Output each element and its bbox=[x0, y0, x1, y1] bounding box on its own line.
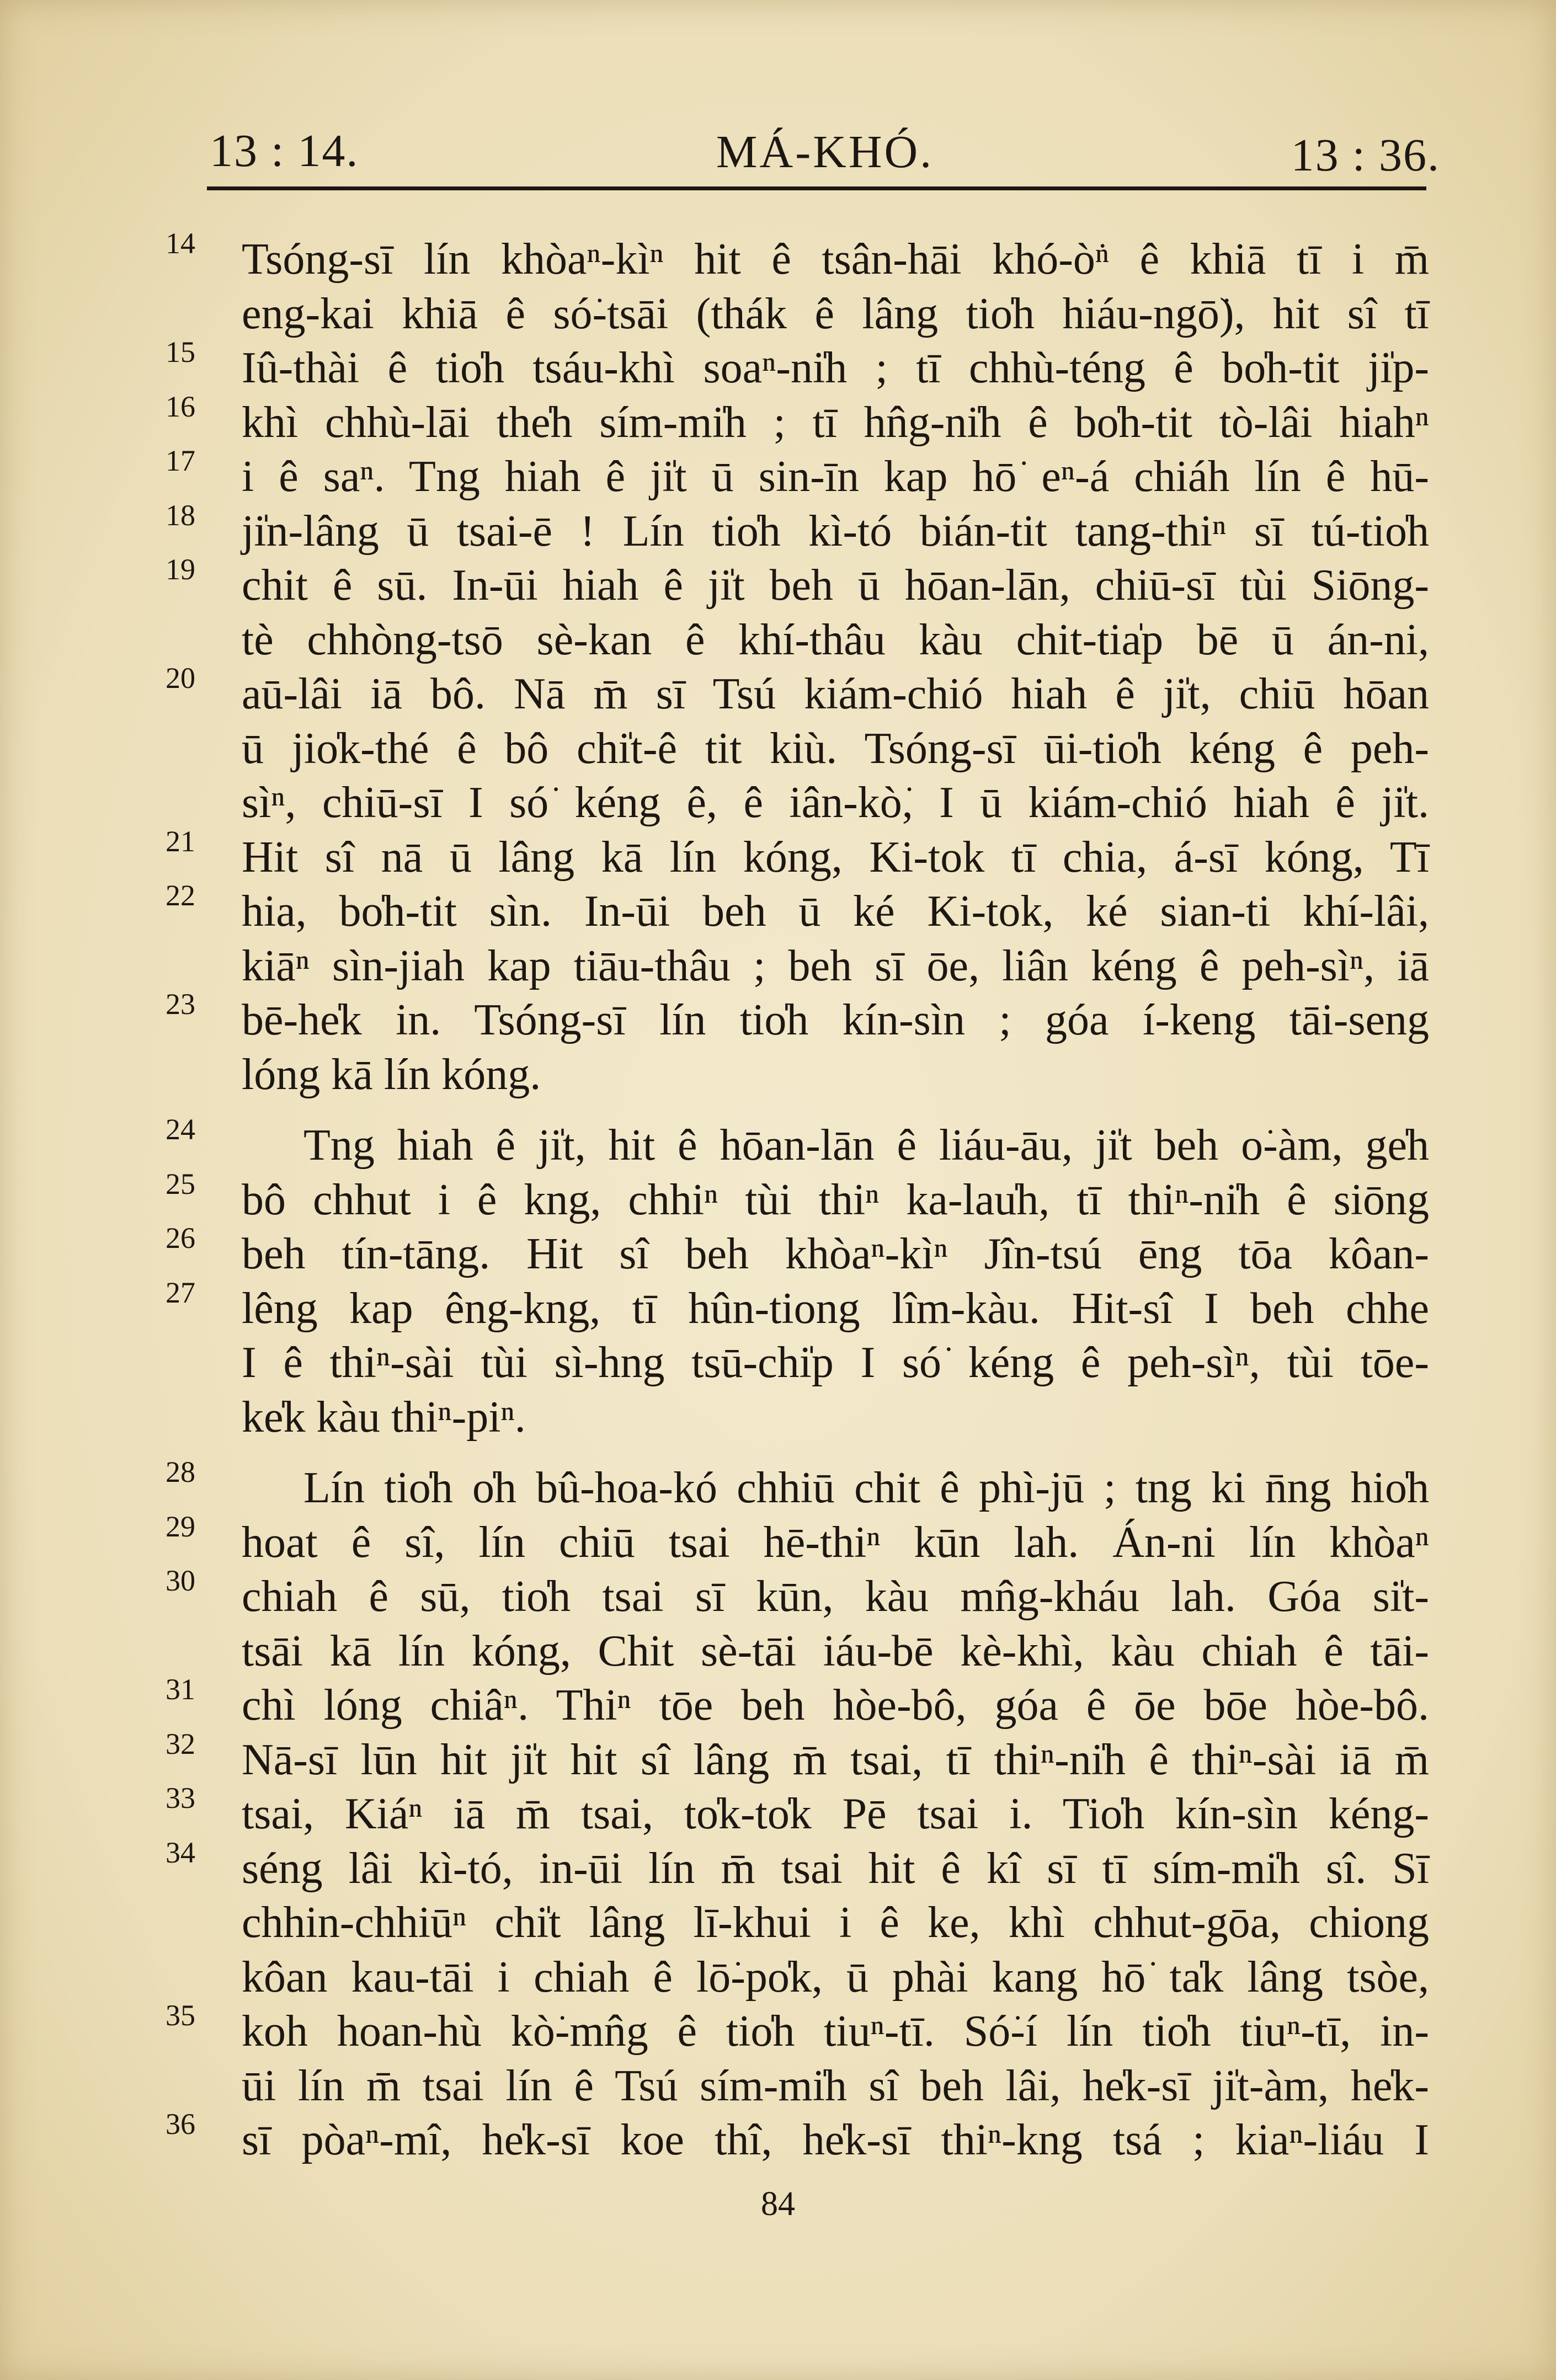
line-text: ke̍k kàu thiⁿ-piⁿ. bbox=[242, 1393, 526, 1442]
line-text: kiāⁿ sìn-jiah kap tiāu-thâu ; beh sī ōe, liân kéng ê peh-sìⁿ, iā bbox=[242, 942, 1429, 990]
line-text: ji̍n-lâng ū tsai-ē ! Lín tio̍h kì-tó bián-tit tang-thiⁿ sī tú-tio̍h bbox=[242, 507, 1429, 556]
line-text: hia, bo̍h-tit sìn. In-ūi beh ū ké Ki-tok, ké sian-ti khí-lâi, bbox=[242, 887, 1429, 936]
line-text: kôan kau-tāi i chiah ê lō͘-po̍k, ū phài kang hō͘ ta̍k lâng tsòe, bbox=[242, 1953, 1429, 2002]
verse-number: 22 bbox=[166, 879, 195, 912]
page-number: 84 bbox=[761, 2185, 795, 2223]
line-text: hoat ê sî, lín chiū tsai hē-thiⁿ kūn lah. Án-ni lín khòaⁿ bbox=[242, 1518, 1429, 1567]
line-text: bô chhut i ê kng, chhiⁿ tùi thiⁿ ka-lau̍h, tī thiⁿ-ni̍h ê siōng bbox=[242, 1176, 1429, 1224]
line-text: I ê thiⁿ-sài tùi sì-hng tsū-chi̍p I só͘ kéng ê peh-sìⁿ, tùi tōe- bbox=[242, 1338, 1429, 1387]
running-header bbox=[210, 119, 1440, 196]
header-left-reference: 13 : 14. bbox=[210, 125, 359, 177]
header-right-reference: 13 : 36. bbox=[1291, 130, 1440, 181]
line-text: lêng kap êng-kng, tī hûn-tiong lîm-kàu. Hit-sî I beh chhe bbox=[242, 1284, 1429, 1333]
verse-number: 32 bbox=[166, 1727, 195, 1760]
text-line bbox=[166, 1390, 1429, 1456]
text-line bbox=[166, 1047, 1429, 1113]
verse-number: 25 bbox=[166, 1167, 195, 1200]
line-text: chì lóng chiâⁿ. Thiⁿ tōe beh hòe-bô, góa ê ōe bōe hòe-bô. bbox=[242, 1681, 1429, 1730]
line-text: Lín tio̍h o̍h bû-hoa-kó chhiū chit ê phì-jū ; tng ki n̄ng hio̍h bbox=[303, 1464, 1429, 1512]
verse-number: 26 bbox=[166, 1221, 195, 1255]
line-text: ūi lín m̄ tsai lín ê Tsú sím-mi̍h sî beh lâi, he̍k-sī ji̍t-àm, he̍k- bbox=[242, 2062, 1429, 2110]
line-text: koh hoan-hù kò͘-mn̂g ê tio̍h tiuⁿ-tī. Só͘-í lín tio̍h tiuⁿ-tī, in- bbox=[242, 2007, 1429, 2056]
line-text: tsai, Kiáⁿ iā m̄ tsai, to̍k-to̍k Pē tsai i. Tio̍h kín-sìn kéng- bbox=[242, 1790, 1429, 1838]
verse-number: 33 bbox=[166, 1781, 195, 1815]
verse-number: 17 bbox=[166, 444, 195, 477]
verse-number: 34 bbox=[166, 1836, 195, 1869]
line-text: Tng hiah ê ji̍t, hit ê hōan-lān ê liáu-āu, ji̍t beh o͘-àm, ge̍h bbox=[303, 1121, 1429, 1170]
line-text: séng lâi kì-tó, in-ūi lín m̄ tsai hit ê kî sī tī sím-mi̍h sî. Sī bbox=[242, 1844, 1429, 1893]
text-line bbox=[166, 2107, 1429, 2179]
line-text: khì chhù-lāi the̍h sím-mi̍h ; tī hn̂g-ni̍h ê bo̍h-tit tò-lâi hiahⁿ bbox=[242, 398, 1429, 447]
header-rule bbox=[207, 186, 1426, 190]
verse-number: 21 bbox=[166, 825, 195, 858]
line-text: chiah ê sū, tio̍h tsai sī kūn, kàu mn̂g-kháu lah. Góa si̍t- bbox=[242, 1572, 1429, 1621]
line-text: sìⁿ, chiū-sī I só͘ kéng ê, ê iân-kò͘, I ū kiám-chió hiah ê ji̍t. bbox=[242, 778, 1429, 827]
verse-number: 27 bbox=[166, 1276, 195, 1309]
header-book-title: MÁ-KHÓ. bbox=[716, 126, 934, 178]
verse-number: 14 bbox=[166, 227, 195, 260]
line-text: Tsóng-sī lín khòaⁿ-kìⁿ hit ê tsân-hāi khó-ò͘ⁿ ê khiā tī i m̄ bbox=[242, 235, 1429, 284]
line-text: chhin-chhiūⁿ chi̍t lâng lī-khui i ê ke, khì chhut-gōa, chiong bbox=[242, 1898, 1429, 1947]
line-text: sī pòaⁿ-mî, he̍k-sī koe thî, he̍k-sī thiⁿ-kng tsá ; kiaⁿ-liáu I bbox=[242, 2116, 1429, 2164]
verse-number: 29 bbox=[166, 1510, 195, 1543]
verse-number: 31 bbox=[166, 1673, 195, 1706]
verse-number: 24 bbox=[166, 1113, 195, 1146]
verse-number: 15 bbox=[166, 335, 195, 369]
line-text: beh tín-tāng. Hit sî beh khòaⁿ-kìⁿ Jîn-tsú ēng tōa kôan- bbox=[242, 1230, 1429, 1278]
verse-number: 30 bbox=[166, 1564, 195, 1597]
line-text: Iû-thài ê tio̍h tsáu-khì soaⁿ-ni̍h ; tī chhù-téng ê bo̍h-tit ji̍p- bbox=[242, 344, 1429, 392]
line-text: Nā-sī lūn hit ji̍t hit sî lâng m̄ tsai, tī thiⁿ-ni̍h ê thiⁿ-sài iā m̄ bbox=[242, 1736, 1429, 1784]
verse-number: 16 bbox=[166, 390, 195, 423]
verse-number: 19 bbox=[166, 553, 195, 586]
scripture-text-block bbox=[166, 227, 1429, 2164]
verse-number: 23 bbox=[166, 988, 195, 1021]
line-text: eng-kai khiā ê só͘-tsāi (thák ê lâng tio̍h hiáu-ngō͘), hit sî tī bbox=[242, 290, 1429, 338]
verse-number: 20 bbox=[166, 661, 195, 695]
line-text: lóng kā lín kóng. bbox=[242, 1050, 541, 1099]
line-text: i ê saⁿ. Tng hiah ê ji̍t ū sin-īn kap hō͘ eⁿ-á chiáh lín ê hū- bbox=[242, 452, 1429, 501]
line-text: ū jio̍k-thé ê bô chi̍t-ê tit kiù. Tsóng-sī ūi-tio̍h kéng ê peh- bbox=[242, 724, 1429, 773]
line-text: bē-he̍k in. Tsóng-sī lín tio̍h kín-sìn ; góa í-keng tāi-seng bbox=[242, 996, 1429, 1044]
line-text: Hit sî nā ū lâng kā lín kóng, Ki-tok tī chia, á-sī kóng, Tī bbox=[242, 833, 1429, 882]
verse-number: 36 bbox=[166, 2107, 195, 2141]
verse-number: 18 bbox=[166, 499, 195, 532]
verse-number: 28 bbox=[166, 1455, 195, 1488]
verse-number: 35 bbox=[166, 1999, 195, 2032]
line-text: aū-lâi iā bô. Nā m̄ sī Tsú kiám-chió hiah ê ji̍t, chiū hōan bbox=[242, 670, 1429, 718]
line-text: tsāi kā lín kóng, Chit sè-tāi iáu-bē kè-khì, kàu chiah ê tāi- bbox=[242, 1627, 1429, 1675]
line-text: chit ê sū. In-ūi hiah ê ji̍t beh ū hōan-lān, chiū-sī tùi Siōng- bbox=[242, 561, 1429, 610]
line-text: tè chhòng-tsō sè-kan ê khí-thâu kàu chit-tia̍p bē ū án-ni, bbox=[242, 616, 1429, 664]
